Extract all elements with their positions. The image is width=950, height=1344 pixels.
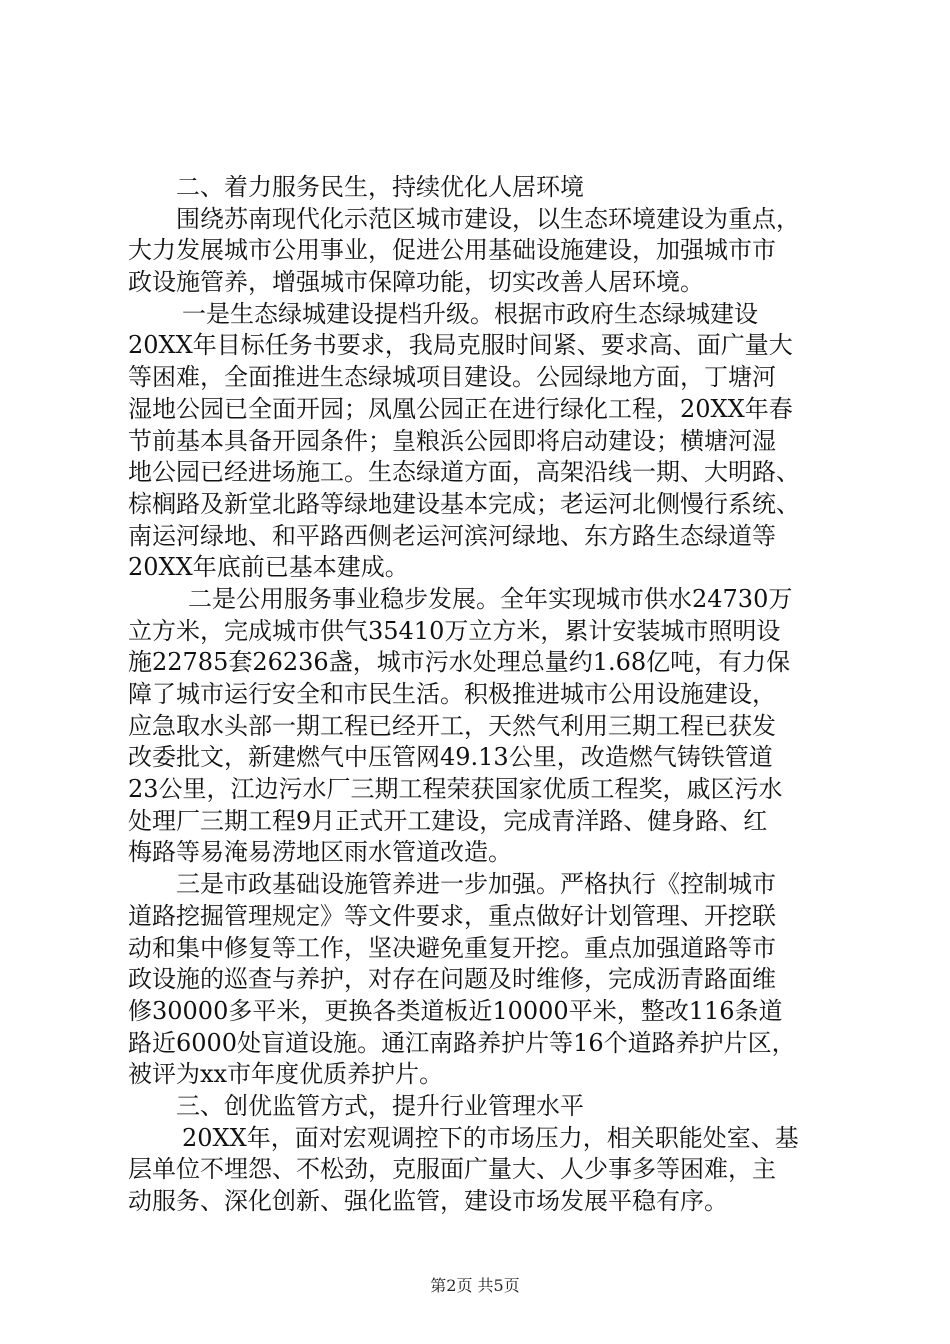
paragraph-line: 节前基本具备开园条件；皇粮浜公园即将启动建设；横塘河湿: [128, 426, 776, 455]
paragraph-line: 应急取水头部一期工程已经开工，天然气利用三期工程已获发: [128, 711, 776, 740]
paragraph-line: 政设施管养，增强城市保障功能，切实改善人居环境。: [128, 268, 704, 297]
paragraph-line: 三是市政基础设施管养进一步加强。严格执行《控制城市: [176, 870, 776, 899]
paragraph-line: 道路挖掘管理规定》等文件要求，重点做好计划管理、开挖联: [128, 901, 776, 930]
paragraph-line: 一是生态绿城建设提档升级。根据市政府生态绿城建设: [182, 299, 758, 328]
paragraph-line: 南运河绿地、和平路西侧老运河滨河绿地、东方路生态绿道等: [128, 521, 776, 550]
document-body: [128, 172, 848, 1218]
section-heading: 三、创优监管方式，提升行业管理水平: [176, 1091, 584, 1120]
paragraph-line: 改委批文，新建燃气中压管网49.13公里，改造燃气铸铁管道: [128, 743, 773, 772]
paragraph-line: 棕榈路及新堂北路等绿地建设基本完成；老运河北侧慢行系统、: [128, 489, 800, 518]
paragraph-line: 等困难，全面推进生态绿城项目建设。公园绿地方面，丁塘河: [128, 363, 776, 392]
paragraph-line: 湿地公园已全面开园；凤凰公园正在进行绿化工程，20XX年春: [128, 394, 793, 423]
paragraph-line: 20XX年目标任务书要求，我局克服时间紧、要求高、面广量大: [128, 331, 793, 360]
paragraph-line: 处理厂三期工程9月正式开工建设，完成青洋路、健身路、红: [128, 806, 768, 835]
paragraph-line: 梅路等易淹易涝地区雨水管道改造。: [128, 838, 512, 867]
paragraph-line: 地公园已经进场施工。生态绿道方面，高架沿线一期、大明路、: [128, 458, 800, 487]
paragraph-line: 动服务、深化创新、强化监管，建设市场发展平稳有序。: [128, 1187, 728, 1215]
paragraph-line: 23公里，江边污水厂三期工程荣获国家优质工程奖，戚区污水: [128, 775, 783, 804]
paragraph-line: 层单位不埋怨、不松劲，克服面广量大、人少事多等困难，主: [128, 1155, 776, 1184]
paragraph-line: 大力发展城市公用事业，促进公用基础设施建设，加强城市市: [128, 236, 776, 265]
paragraph-line: 被评为xx市年度优质养护片。: [128, 1060, 444, 1089]
paragraph-line: 立方米，完成城市供气35410万立方米，累计安装城市照明设: [128, 616, 781, 645]
paragraph-line: 围绕苏南现代化示范区城市建设，以生态环境建设为重点，: [176, 204, 800, 233]
paragraph-line: 二是公用服务事业稳步发展。全年实现城市供水24730万: [188, 584, 793, 613]
section-heading: 二、着力服务民生，持续优化人居环境: [176, 173, 584, 201]
paragraph-line: 20XX年底前已基本建成。: [128, 553, 409, 582]
paragraph-line: 修30000多平米，更换各类道板近10000平米，整改116条道: [128, 996, 783, 1025]
paragraph-line: 20XX年，面对宏观调控下的市场压力，相关职能处室、基: [182, 1123, 799, 1152]
paragraph-line: 政设施的巡查与养护，对存在问题及时维修，完成沥青路面维: [128, 965, 776, 994]
paragraph-line: 施22785套26236盏，城市污水处理总量约1.68亿吨，有力保: [128, 648, 791, 677]
paragraph-line: 动和集中修复等工作，坚决避免重复开挖。重点加强道路等市: [128, 933, 776, 962]
paragraph-line: 障了城市运行安全和市民生活。积极推进城市公用设施建设，: [128, 680, 776, 708]
paragraph-line: 路近6000处盲道设施。通江南路养护片等16个道路养护片区，: [128, 1028, 796, 1057]
page-number-footer: 第2页 共5页: [430, 1276, 520, 1295]
